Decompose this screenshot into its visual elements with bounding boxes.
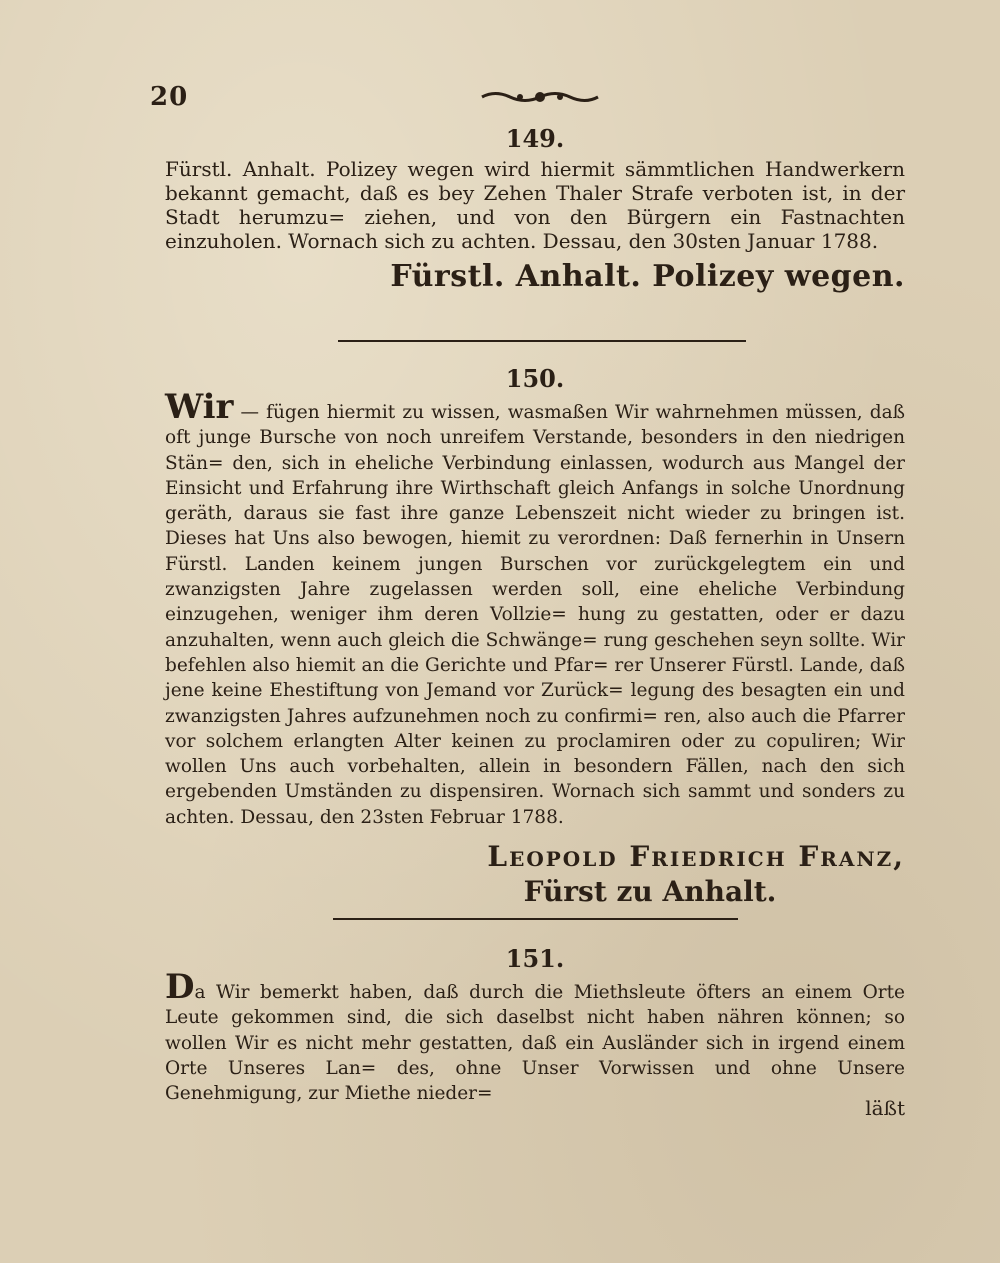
initial-letter: D [165, 967, 195, 1007]
section-text: Fürstl. Anhalt. Polizey wegen wird hiermit sämmtlichen Handwerkern bekannt gemacht, daß es bey Zehen Thaler Strafe verboten ist, in der Stadt herumzu= ziehen, und von den Bürgern ein Fastnachten einzuholen. Wornach sich zu achten. Dessau, den 30sten Januar 1788. [165, 157, 905, 253]
section-150 [165, 364, 905, 908]
section-number: 149. [505, 124, 565, 153]
signature-name: Leopold Friedrich Franz, [487, 840, 905, 874]
signature-title: Fürst zu Anhalt. [523, 875, 777, 909]
section-body: a Wir bemerkt haben, daß durch die Miethsleute öfters an einem Orte Leute gekommen sind, die sich daselbst nicht haben nähren können; so wollen Wir es nicht mehr gestatten, daß ein Ausländer sich in irgend einem Orte Unseres Lan= des, ohne Unser Vorwissen und ohne Unsere Genehmigung, zur Miethe nieder= [165, 982, 905, 1105]
section-149 [165, 124, 905, 294]
section-number: 151. [505, 944, 565, 973]
section-signature: Fürstl. Anhalt. Polizey wegen. [390, 259, 905, 294]
section-text [165, 387, 905, 830]
divider-rule [338, 340, 746, 342]
ornament-icon [480, 90, 600, 104]
section-151 [165, 944, 905, 1106]
initial-word: Wir [165, 387, 234, 427]
section-number: 150. [505, 364, 565, 393]
section-body: — fügen hiermit zu wissen, wasmaßen Wir wahrnehmen müssen, daß oft junge Bursche von noch unreifem Verstande, besonders in den niedrigen Stän= den, sich in eheliche Verbindung einlassen, wodurch aus Mangel der Einsicht und Erfahrung ihre Wirthschaft gleich Anfangs in solche Unordnung geräth, daraus sie fast ihre ganze Lebenszeit nicht wieder zu bringen ist. Dieses hat Uns also bewogen, hiemit zu verordnen: Daß fernerhin in Unsern Fürstl. Landen keinem jungen Burschen vor zurückgelegtem ein und zwanzigsten Jahre zugelassen werden soll, eine eheliche Verbindung einzugehen, weniger ihm deren Vollzie= hung zu gestatten, oder er dazu anzuhalten, wenn auch gleich die Schwänge= rung geschehen seyn sollte. Wir befehlen also hiemit an die Gerichte und Pfar= rer Unserer Fürstl. Lande, daß jene keine Ehestiftung von Jemand vor Zurück= legung des besagten ein und zwanzigsten Jahres aufzunehmen noch zu confirmi= ren, also auch die Pfarrer vor solchem erlangten Alter keinen zu proclamiren oder zu copuliren; Wir wollen Uns auch vorbehalten, allein in besondern Fällen, nach den sich ergebenden Umständen zu dispensiren. Wornach sich sammt und sonders zu achten. Dessau, den 23sten Februar 1788. [165, 402, 905, 828]
catchword: läßt [865, 1096, 905, 1120]
page-header [150, 82, 905, 112]
divider-rule [333, 918, 738, 920]
page-number: 20 [150, 82, 189, 112]
section-text [165, 967, 905, 1106]
